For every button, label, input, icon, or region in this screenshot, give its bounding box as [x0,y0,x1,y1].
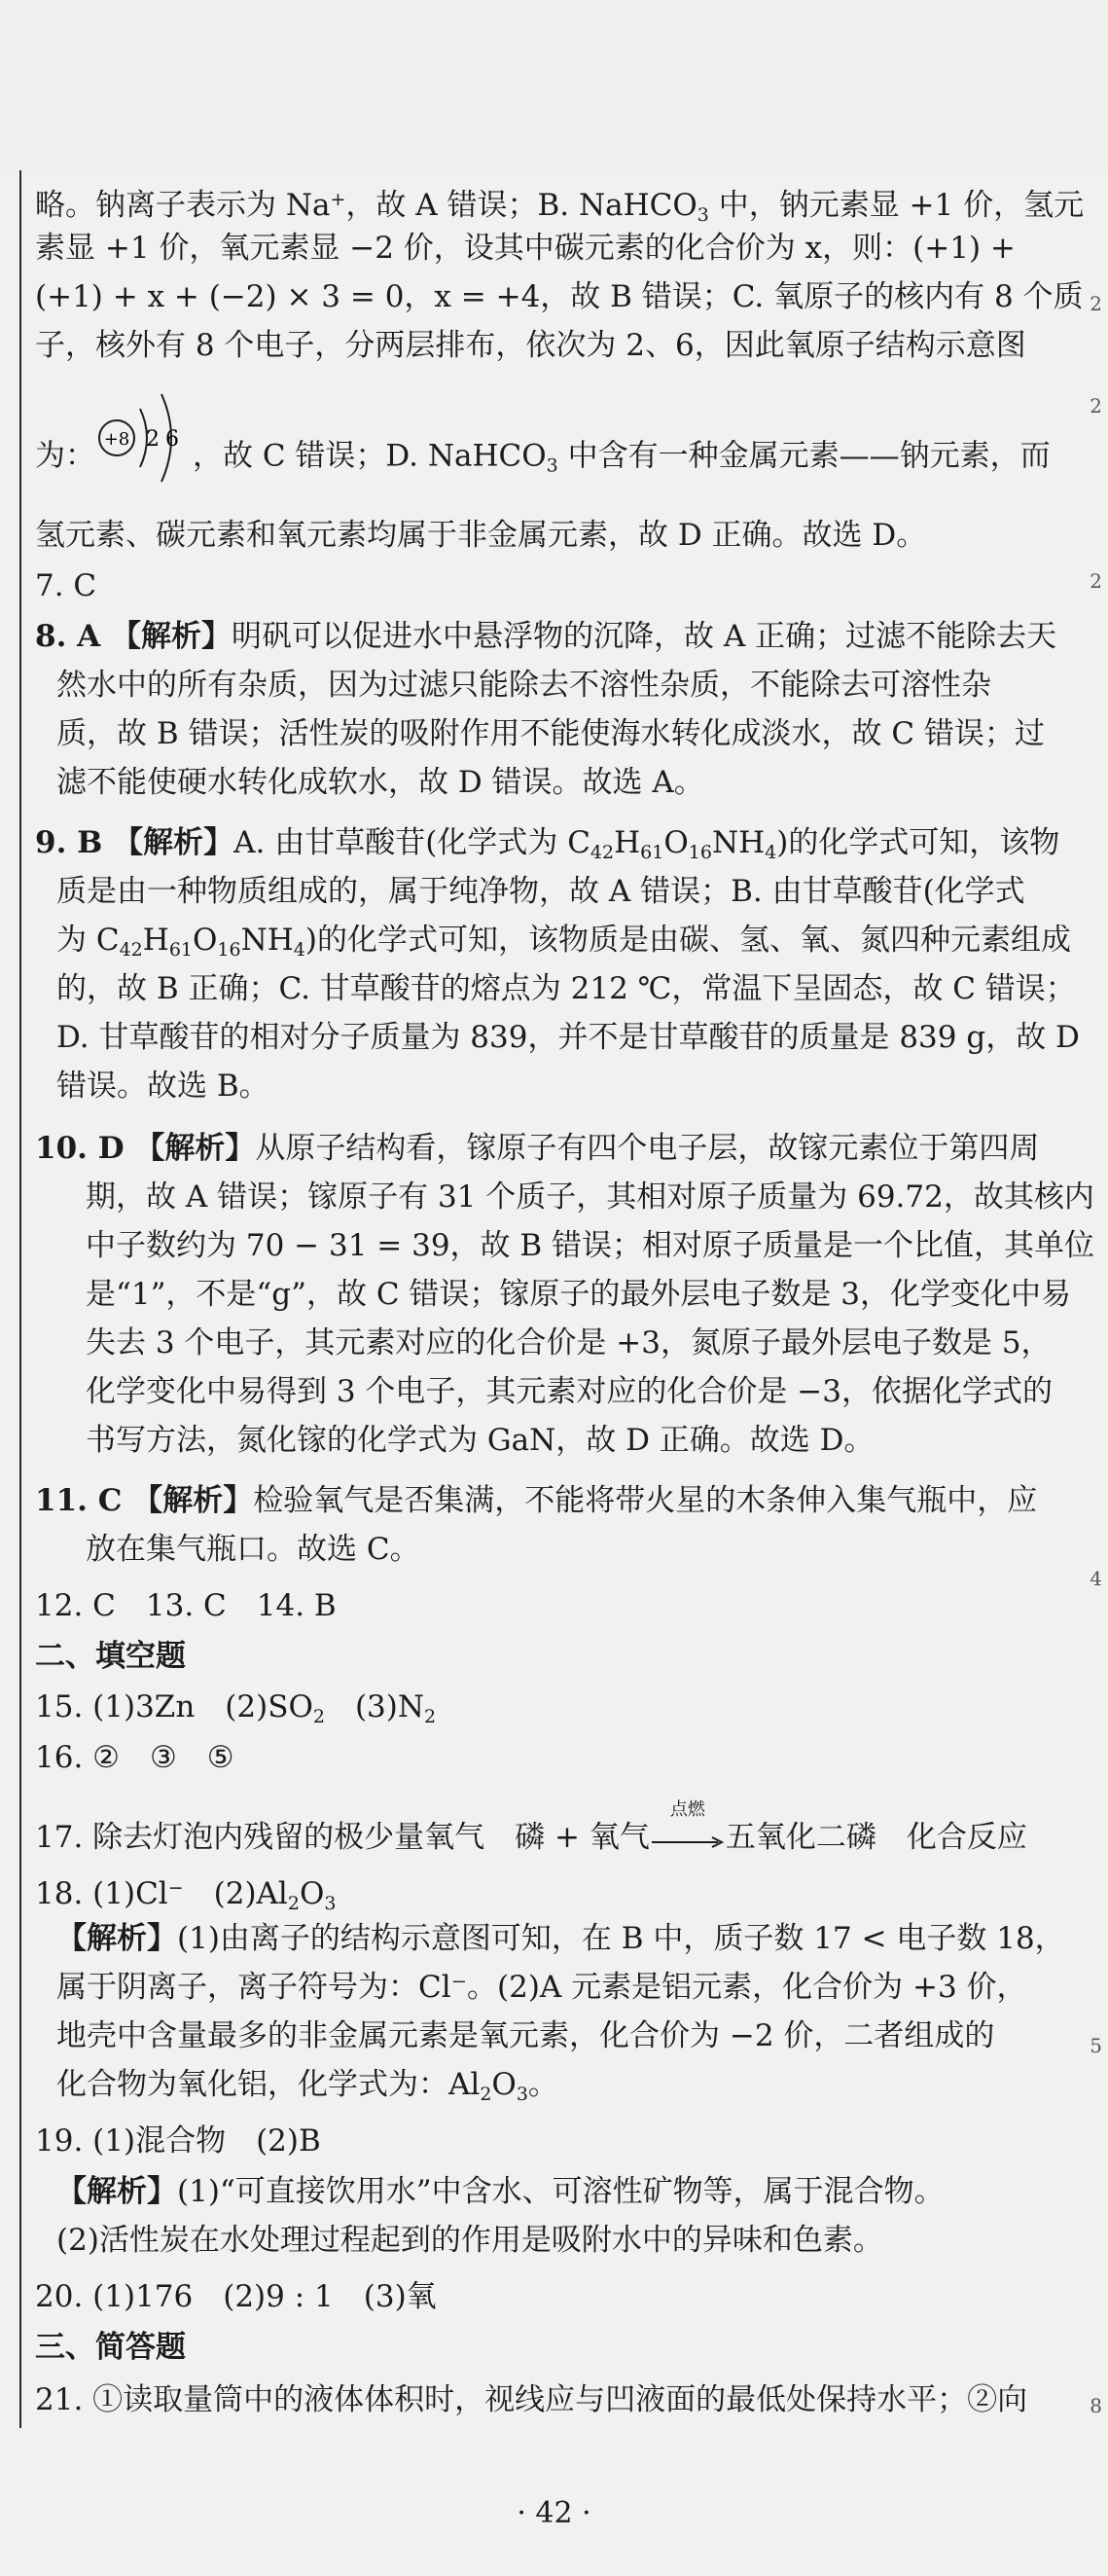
text-line: 期，故 A 错误；镓原子有 31 个质子，其相对原子质量为 69.72，故其核内 [86,1179,1094,1215]
atom-diagram-svg [95,380,193,496]
nucleus-charge: +8 [103,429,130,450]
text-line: 地壳中含量最多的非金属元素是氧元素，化合价为 −2 价，二者组成的 [56,2018,995,2053]
arrow-icon [650,1835,726,1849]
reaction-arrow [650,1798,726,1859]
answer-item: 10. D 【解析】从原子结构看，镓原子有四个电子层，故镓元素位于第四周 [35,1131,1040,1166]
answer-item: 18. (1)Cl− $(2)Al_2O_3$ [35,1876,337,1914]
answer-item: 19. (1)混合物 (2)B [35,2123,321,2159]
oxygen-atom-structure-diagram [95,380,193,496]
text-line: 素显 +1 价，氧元素显 −2 价，设其中碳元素的化合价为 x，则：(+1) + [35,231,1016,266]
text-line: 失去 3 个电子，其元素对应的化合价是 +3，氮原子最外层电子数是 5， [86,1325,1052,1361]
text-line: D. 甘草酸苷的相对分子质量为 839，并不是甘草酸苷的质量是 839 g，故 D [56,1020,1080,1055]
page-number: · 42 · [517,2496,591,2530]
text-line: 为 $C_{42}H_{61}O_{16}NH_4$)的化学式可知，该物质是由碳、氢、氧、氮四种元素组成 [56,923,1071,961]
answer-item: 7. C [35,568,97,603]
text-line: 书写方法，氮化镓的化学式为 GaN，故 D 正确。故选 D。 [86,1423,875,1458]
edge-fragment: 4 [1090,1567,1102,1590]
reaction-condition: 点燃 [669,1798,705,1820]
edge-fragment: 2 [1090,292,1102,315]
text-line: 化学变化中易得到 3 个电子，其元素对应的化合价是 −3，依据化学式的 [86,1374,1053,1409]
text-line: 放在集气瓶口。故选 C。 [86,1532,420,1567]
shell-electron-count: 2 [146,427,160,452]
answer-item: 16. ② ③ ⑤ [35,1740,234,1775]
edge-fragment: 2 [1090,394,1102,417]
answer-item: 20. (1)176 (2)9 : 1 (3)氧 [35,2279,437,2314]
text-line: 略。钠离子表示为 Na+，故 A 错误；B. NaHCO$_3$ 中，钠元素显 +1 价，氢元 [35,188,1085,226]
edge-fragment: 2 [1090,569,1102,593]
text-line: 子，核外有 8 个电子，分两层排布，依次为 2、6，因此氧原子结构示意图 [35,328,1026,363]
answer-item: 12. C 13. C 14. B [35,1588,337,1623]
shell-electron-count: 6 [165,427,179,452]
answer-item: 17. 除去灯泡内残留的极少量氧气 磷 + 氧气 点燃 五氧化二磷 化合反应 [35,1818,1073,1859]
text-line: 是“1”，不是“g”，故 C 错误；镓原子的最外层电子数是 3，化学变化中易 [86,1277,1071,1312]
text-line: 【解析】(1)“可直接饮用水”中含水、可溶性矿物等，属于混合物。 [56,2174,945,2209]
section-heading: 三、简答题 [35,2330,186,2365]
answer-item: 21. ①读取量筒中的液体体积时，视线应与凹液面的最低处保持水平；②向 [35,2382,1028,2417]
text-line: 中子数约为 70 − 31 = 39，故 B 错误；相对原子质量是一个比值，其单位 [86,1228,1095,1263]
text-line: 氢元素、碳元素和氧元素均属于非金属元素，故 D 正确。故选 D。 [35,518,927,553]
text-line: 属于阴离子，离子符号为：Cl⁻。(2)A 元素是铝元素，化合价为 +3 价， [56,1970,1027,2005]
text-line: 【解析】(1)由离子的结构示意图可知，在 B 中，质子数 17 < 电子数 18， [56,1921,1065,1956]
answer-item: 11. C 【解析】检验氧气是否集满，不能将带火星的木条伸入集气瓶中，应 [35,1483,1038,1518]
text-line: 质是由一种物质组成的，属于纯净物，故 A 错误；B. 由甘草酸苷(化学式 [56,874,1025,909]
text-line: (+1) + x + (−2) × 3 = 0，x = +4，故 B 错误；C. 氧原子的核内有 8 个质 [35,279,1084,314]
answer-item: 15. (1)3Zn $(2)SO_2$ $(3)N_2$ [35,1689,437,1727]
answer-item: 9. B 【解析】A. 由甘草酸苷(化学式为 $C_{42}H_{61}O_{16}NH_4$)的化学式可知，该物 [35,825,1060,863]
text-line: 滤不能使硬水转化成软水，故 D 错误。故选 A。 [56,765,704,800]
text-line: 化合物为氧化铝，化学式为：$Al_2O_3$。 [56,2067,558,2105]
text-line: (2)活性炭在水处理过程起到的作用是吸附水中的异味和色素。 [56,2223,883,2258]
text-line: 错误。故选 B。 [56,1069,269,1104]
edge-fragment: 5 [1090,2034,1102,2057]
edge-fragment: 8 [1090,2394,1102,2417]
answer-item: 8. A 【解析】明矾可以促进水中悬浮物的沉降，故 A 正确；过滤不能除去天 [35,619,1057,654]
section-heading: 二、填空题 [35,1639,186,1674]
text-line: 的，故 B 正确；C. 甘草酸苷的熔点为 212 ℃，常温下呈固态，故 C 错误； [56,971,1076,1006]
text-line: 为： +8 2 6 ，故 C 错误；D. NaHCO$_3$ 中含有一种金属元素——钠元素，而 [35,418,1073,496]
text-line: 质，故 B 错误；活性炭的吸附作用不能使海水转化成淡水，故 C 错误；过 [56,716,1045,751]
text-line: 然水中的所有杂质，因为过滤只能除去不溶性杂质，不能除去可溶性杂 [56,668,991,703]
